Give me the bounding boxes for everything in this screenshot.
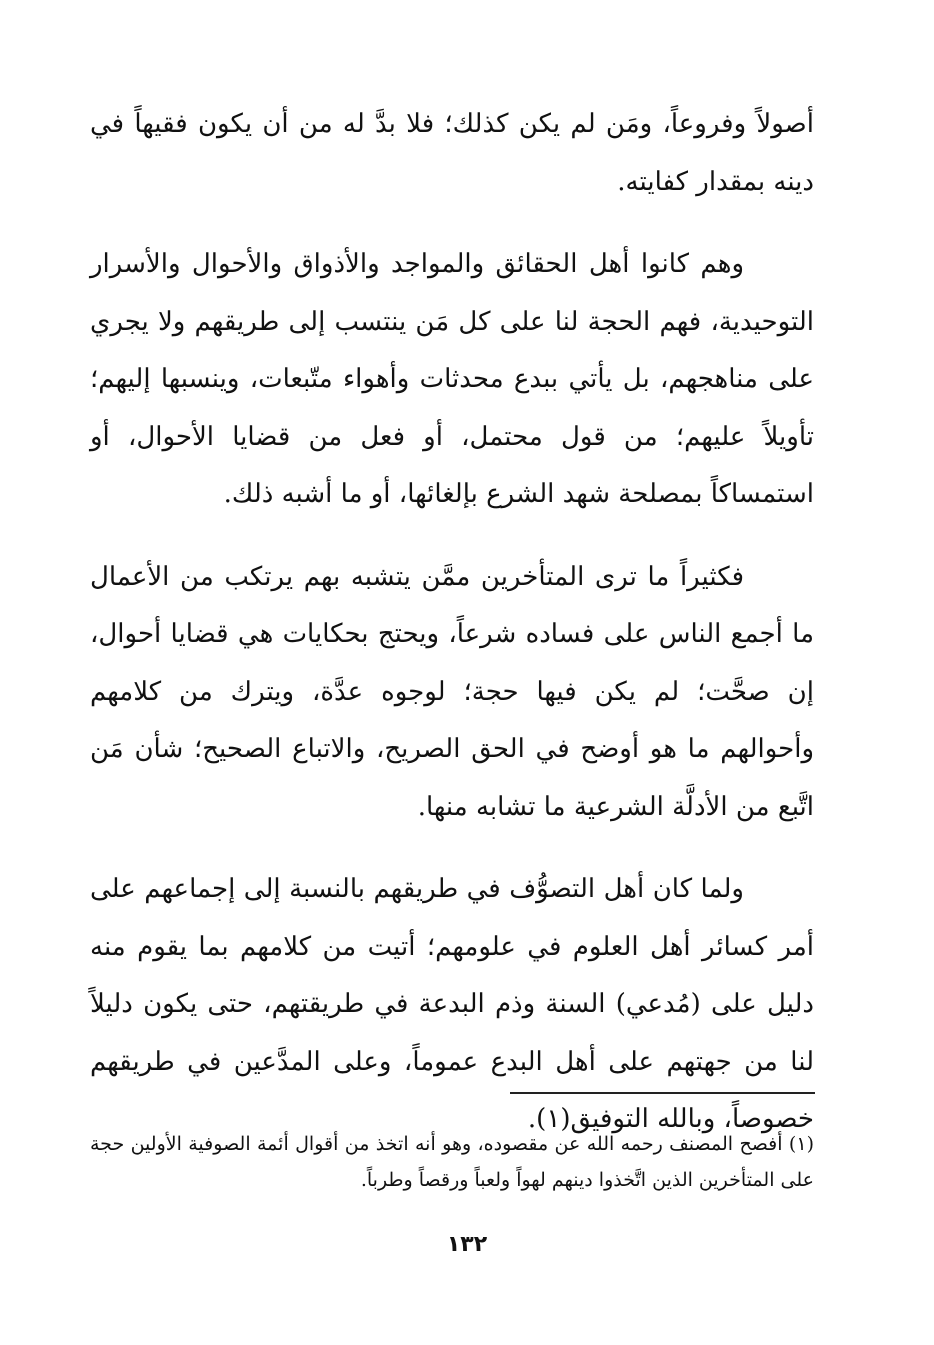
- paragraph-1: أصولاً وفروعاً، ومَن لم يكن كذلك؛ فلا بدَّ له من أن يكون فقيهاً في دينه بمقدار كفايته.: [90, 109, 814, 197]
- footnote-separator: [510, 1092, 815, 1094]
- footnote-1: (١) أفصح المصنف رحمه الله عن مقصوده، وهو أنه اتخذ من أقوال أئمة الصوفية الأولين حجة على المتأخرين الذين اتَّخذوا دينهم لهواً ولعباً ورقصاً وطرباً.: [90, 1133, 814, 1191]
- paragraph-3: فكثيراً ما ترى المتأخرين ممَّن يتشبه بهم يرتكب من الأعمال ما أجمع الناس على فساده شرعاً، ويحتج بحكايات هي قضايا أحوال، إن صحَّت؛ لم يكن فيها حجة؛ لوجوه عدَّة، ويترك من كلامهم وأحوالهم ما هو أوضح في الحق الصريح، والاتباع الصحيح؛ شأن مَن اتَّبع من الأدلَّة الشرعية ما تشابه منها.: [90, 561, 814, 822]
- page-number: ١٣٢: [446, 1232, 488, 1257]
- paragraph-4: ولما كان أهل التصوُّف في طريقهم بالنسبة إلى إجماعهم على أمر كسائر أهل العلوم في علومهم؛ أتيت من كلامهم بما يقوم منه دليل على (مُدعي) السنة وذم البدعة في طريقتهم، حتى يكون دليلاً لنا من جهتهم على أهل البدع عموماً، وعلى المدَّعين في طريقهم خصوصاً، وبالله التوفيق(١).: [90, 874, 814, 1134]
- footnote-block: [90, 1126, 814, 1198]
- paragraph-2: وهم كانوا أهل الحقائق والمواجد والأذواق والأحوال والأسرار التوحيدية، فهم الحجة لنا على كل مَن ينتسب إلى طريقهم ولا يجري على مناهجهم، بل يأتي ببدع محدثات وأهواء متّبعات، وينسبها إليهم؛ تأويلاً عليهم؛ من قول محتمل، أو فعل من قضايا الأحوال، أو استمساكاً بمصلحة شهد الشرع بإلغائها، أو ما أشبه ذلك.: [90, 249, 814, 509]
- main-text-block: [90, 96, 814, 1174]
